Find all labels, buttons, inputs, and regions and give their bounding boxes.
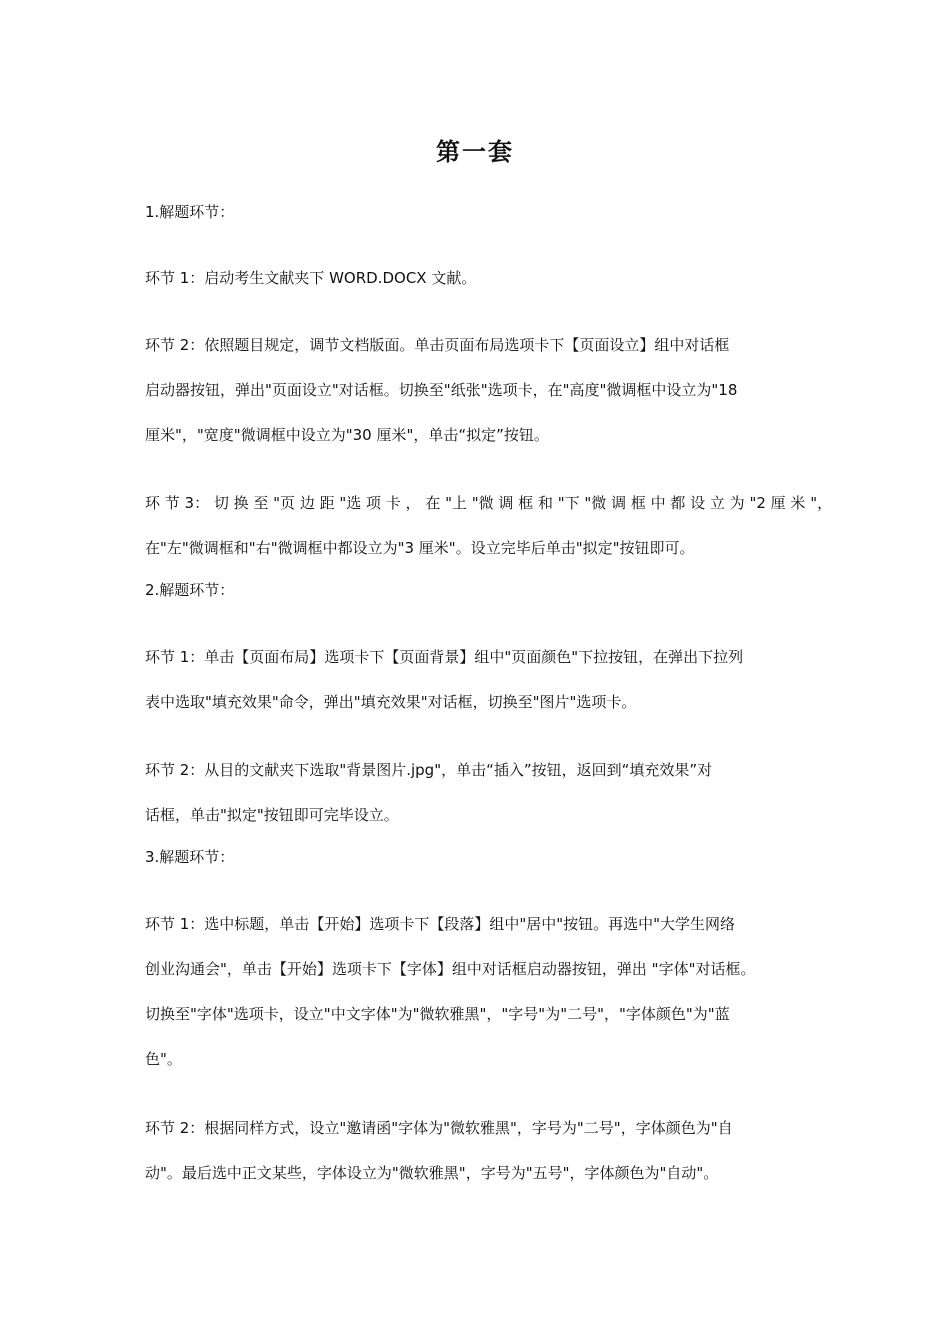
section-1-step-3-line-1: 环 节 3： 切 换 至 "页 边 距 "选 项 卡 ， 在 "上 "微 调 框 和 "下 "微 调 框 中 都 设 立 为 "2 厘 米 "，	[145, 494, 833, 512]
section-3-step-1-line-3: 切换至"字体"选项卡，设立"中文字体"为"微软雅黑"，"字号"为"二号"，"字体颜色"为"蓝	[145, 1005, 730, 1023]
section-3-step-2-line-2: 动"。最后选中正文某些，字体设立为"微软雅黑"，字号为"五号"，字体颜色为"自动"。	[145, 1164, 719, 1182]
section-2-heading: 2.解题环节：	[145, 581, 235, 599]
section-1-step-2-line-2: 启动器按钮，弹出"页面设立"对话框。切换至"纸张"选项卡，在"高度"微调框中设立为"18	[145, 381, 738, 399]
section-3-step-2-line-1: 环节 2：根据同样方式，设立"邀请函"字体为"微软雅黑"，字号为"二号"，字体颜色为"自	[145, 1119, 733, 1137]
section-3-step-1-line-4: 色"。	[145, 1050, 182, 1068]
document-title: 第一套	[436, 137, 514, 166]
section-2-step-1-line-2: 表中选取"填充效果"命令，弹出"填充效果"对话框，切换至"图片"选项卡。	[145, 693, 637, 711]
section-1-step-1-line-1: 环节 1：启动考生文献夹下 WORD.DOCX 文献。	[145, 269, 477, 287]
section-2-step-1-line-1: 环节 1：单击【页面布局】选项卡下【页面背景】组中"页面颜色"下拉按钮，在弹出下拉列	[145, 648, 744, 666]
section-3-step-1-line-2: 创业沟通会"，单击【开始】选项卡下【字体】组中对话框启动器按钮，弹出 "字体"对话框。	[145, 960, 756, 978]
section-1-step-2-line-3: 厘米"，"宽度"微调框中设立为"30 厘米"，单击“拟定”按钮。	[145, 426, 549, 444]
section-1-step-3-line-2: 在"左"微调框和"右"微调框中都设立为"3 厘米"。设立完毕后单击"拟定"按钮即可。	[145, 539, 695, 557]
section-3-step-1-line-1: 环节 1：选中标题，单击【开始】选项卡下【段落】组中"居中"按钮。再选中"大学生网络	[145, 915, 736, 933]
section-1-heading: 1.解题环节：	[145, 203, 235, 221]
section-2-step-2-line-1: 环节 2：从目的文献夹下选取"背景图片.jpg"，单击“插入”按钮，返回到“填充效果”对	[145, 761, 713, 779]
section-1-step-2-line-1: 环节 2：依照题目规定，调节文档版面。单击页面布局选项卡下【页面设立】组中对话框	[145, 336, 730, 354]
section-2-step-2-line-2: 话框，单击"拟定"按钮即可完毕设立。	[145, 806, 399, 824]
section-3-heading: 3.解题环节：	[145, 848, 235, 866]
